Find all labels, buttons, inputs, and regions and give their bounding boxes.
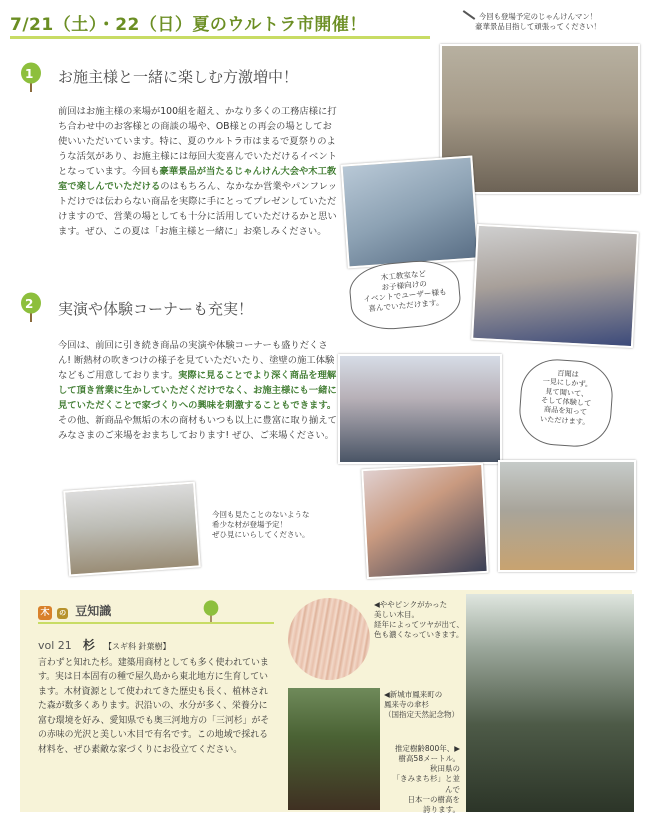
tips-tree-family: 【スギ科 針葉樹】 [104,642,171,651]
caption-workshop: 木工教室など お子様向けの イベントでユーザー様も 喜んでいただけます。 [347,257,462,332]
photo-demo-tent [338,354,502,464]
section1-highlight: 豪華景品が当たるじゃんけん大会や木工教室で楽しんでいただける [58,166,337,193]
tips-tree-name: 杉 [82,638,95,652]
section1-text-a: 前回はお施主様の来場が100組を超え、かなり多くの工務店様に打ち合わせ中のお客様との商談の場や、OB様との再会の場としてお使いいただいています。特に、夏のウルトラ市はまるで夏祭りのような活気があり、お施主様には毎回大変喜んでいただけるイベントとなっています。今回も [58,106,337,178]
tips-chip-no: の [59,609,67,617]
page-title: 7/21（土）・22（日）夏のウルトラ市開催！ [10,15,367,35]
caption-wood-grain: ◀ややピンクがかった 美しい木目。 経年によってツヤが出て、 色も濃くなっていきます。 [374,600,464,640]
section1-heading: お施主様と一緒に楽しむ方激増中！ [58,68,299,86]
tips-divider [38,622,274,624]
caption-janken: 今回も登場予定のじゃんけんマン！ 豪華景品目指して頑張ってください！ [475,12,601,31]
photo-kids-woodwork [341,156,480,269]
section2-body [58,338,338,443]
tips-title: 豆知識 [75,604,112,618]
photo-woodwork-class [471,224,639,348]
caption-rare-wood: 今回も見たことのないような 希少な材が登場予定！ ぜひ見にいらしてください。 [212,510,310,540]
photo-kasasugi [288,688,380,810]
caption-tall-cedar: 推定樹齢800年、▶ 樹高58メートル。 秋田県の 「きみまち杉」と並んで 日本一の樹高を 誇ります。 [392,744,460,814]
section2-number: 2 [25,297,34,311]
tips-chip-ki: 木 [38,606,52,620]
tips-vol-line [38,634,171,653]
photo-wall-demo [361,463,489,579]
section2-heading: 実演や体験コーナーも充実！ [58,300,254,318]
section1-text-b: のはもちろん、なかなか営業やパンフレットだけでは伝わらない商品を実際に手にとってプレゼンしていただけますので、営業の場としても十分に活用していただけるかと思います。ぜひ、この夏は「お施主様と一緒に」お楽しみください。 [58,181,338,238]
section2-tree-icon [20,292,42,326]
photo-rare-lumber [63,482,201,577]
photo-cedar-grain [288,598,370,680]
section1-tree-icon [20,62,42,96]
caption-seeing: 百聞は 一見にしかず。 見て聞いて、 そして体験して 商品を知って いただけます。 [517,357,615,449]
wood-tips-heading [38,600,111,620]
title-underline [10,36,430,39]
tips-body: 言わずと知れた杉。建築用商材としても多く使われています。実は日本固有の種で屋久島から東北地方に生育しています。木材資源として使われてきた歴史も長く、植林された森が数多くあります。沢沿いの、水分が多く、栄養分に富む環境を好み、愛知県でも奥三河地方の「三河杉」がその赤味の光沢と美しい木目で有名です。この地域で採れる材料を、ぜひ素敵な家づくりにお役立てください。 [38,658,270,755]
section1-number: 1 [25,67,34,81]
section2-highlight: 実際に見ることでより深く商品を理解して頂き営業に生かしていただくだけでなく、お施主様にも一緒に見ていただくことで家づくりへの興味を刺激することもできます。 [58,370,337,412]
section2-text-b: その他、新商品や無垢の木の商材もいつも以上に豊富に取り揃えてみなさまのご来場をおまちしております! ぜひ、ご来場ください。 [58,415,337,442]
photo-tall-cedar [466,594,634,812]
tips-vol: vol 21 [38,639,72,652]
photo-wood-stools [498,460,636,572]
section1-body [58,104,338,239]
section2-text-a: 今回は、前回に引き続き商品の実演や体験コーナーも盛りだくさん! 断熱材の吹きつけの様子を見ていただいたり、塗壁の施工体験などもご用意しております。 [58,340,335,382]
caption-kasasugi: ◀新城市鳳来町の 鳳来寺の傘杉 （国指定天然記念物） [384,690,459,720]
